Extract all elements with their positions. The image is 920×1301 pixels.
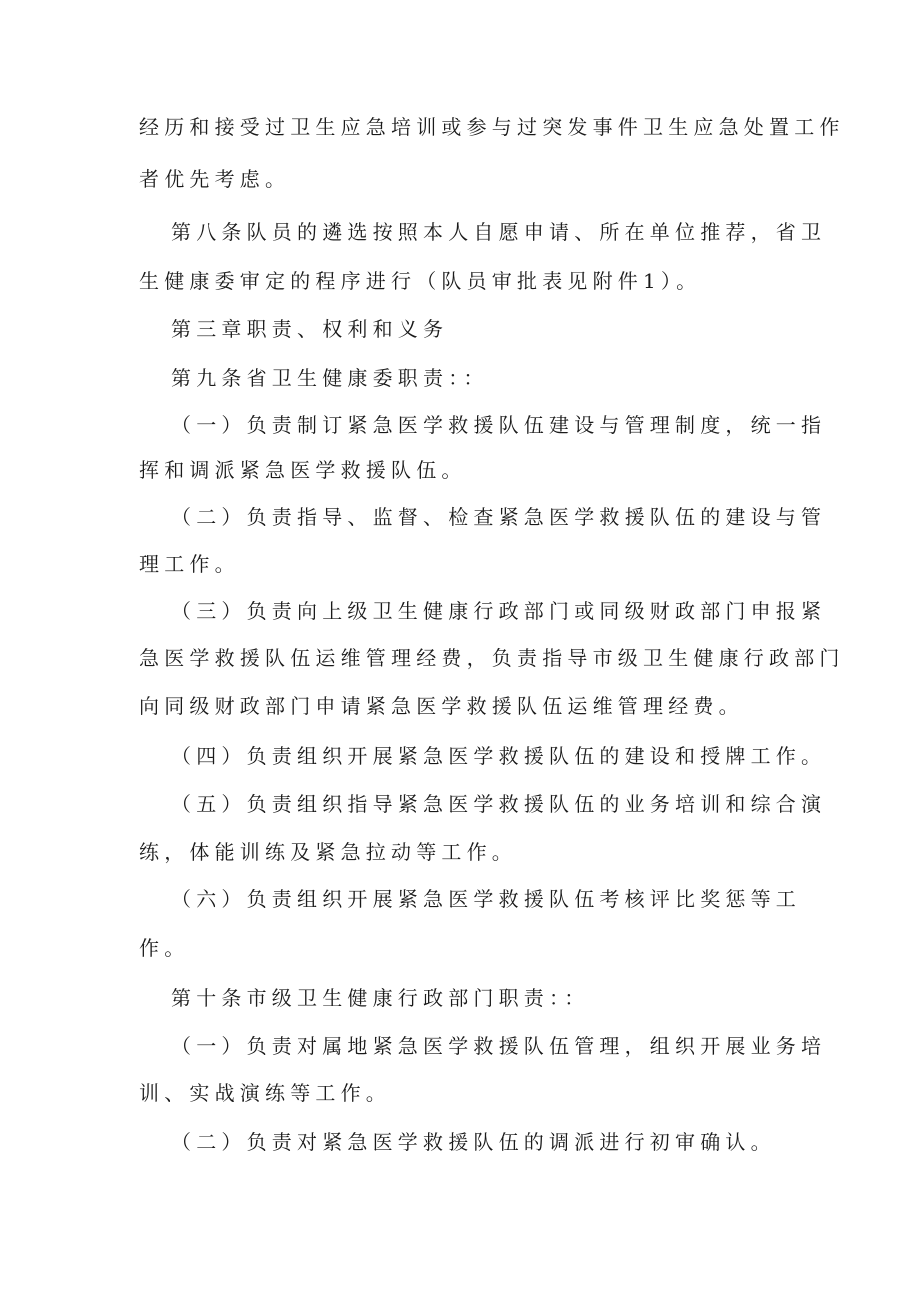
paragraph-line: 向同级财政部门申请紧急医学救援队伍运维管理经费。 (139, 694, 744, 718)
chapter-heading: 第三章职责、权利和义务 (171, 317, 449, 341)
list-item-line: （一）负责对属地紧急医学救援队伍管理，组织开展业务培 (171, 1034, 827, 1058)
paragraph-line: 者优先考虑。 (139, 167, 291, 191)
article-10-line: 第十条市级卫生健康行政部门职责：： (171, 986, 590, 1010)
list-item-line: （三）负责向上级卫生健康行政部门或同级财政部门申报紧 (171, 599, 827, 623)
list-item-line: （一）负责制订紧急医学救援队伍建设与管理制度，统一指 (171, 413, 827, 437)
paragraph-line: 练，体能训练及紧急拉动等工作。 (139, 840, 517, 864)
list-item-line: （五）负责组织指导紧急医学救援队伍的业务培训和综合演 (171, 792, 827, 816)
paragraph-line: 训、实战演练等工作。 (139, 1081, 391, 1105)
article-9-line: 第九条省卫生健康委职责：： (171, 366, 489, 390)
paragraph-line: 经历和接受过卫生应急培训或参与过突发事件卫生应急处置工作 (139, 115, 845, 139)
paragraph-line: 急医学救援队伍运维管理经费，负责指导市级卫生健康行政部门 (139, 646, 845, 670)
list-item-line: （四）负责组织开展紧急医学救援队伍的建设和授牌工作。 (171, 744, 827, 768)
list-item-line: （二）负责对紧急医学救援队伍的调派进行初审确认。 (171, 1130, 776, 1154)
list-item-line: （二）负责指导、监督、检查紧急医学救援队伍的建设与管 (171, 505, 827, 529)
paragraph-line: 挥和调派紧急医学救援队伍。 (139, 458, 467, 482)
paragraph-line: 生健康委审定的程序进行（队员审批表见附件1）。 (139, 269, 702, 293)
article-8-line: 第八条队员的遴选按照本人自愿申请、所在单位推荐，省卫 (171, 220, 827, 244)
list-item-line: （六）负责组织开展紧急医学救援队伍考核评比奖惩等工 (171, 887, 801, 911)
paragraph-line: 理工作。 (139, 552, 240, 576)
paragraph-line: 作。 (139, 936, 190, 960)
